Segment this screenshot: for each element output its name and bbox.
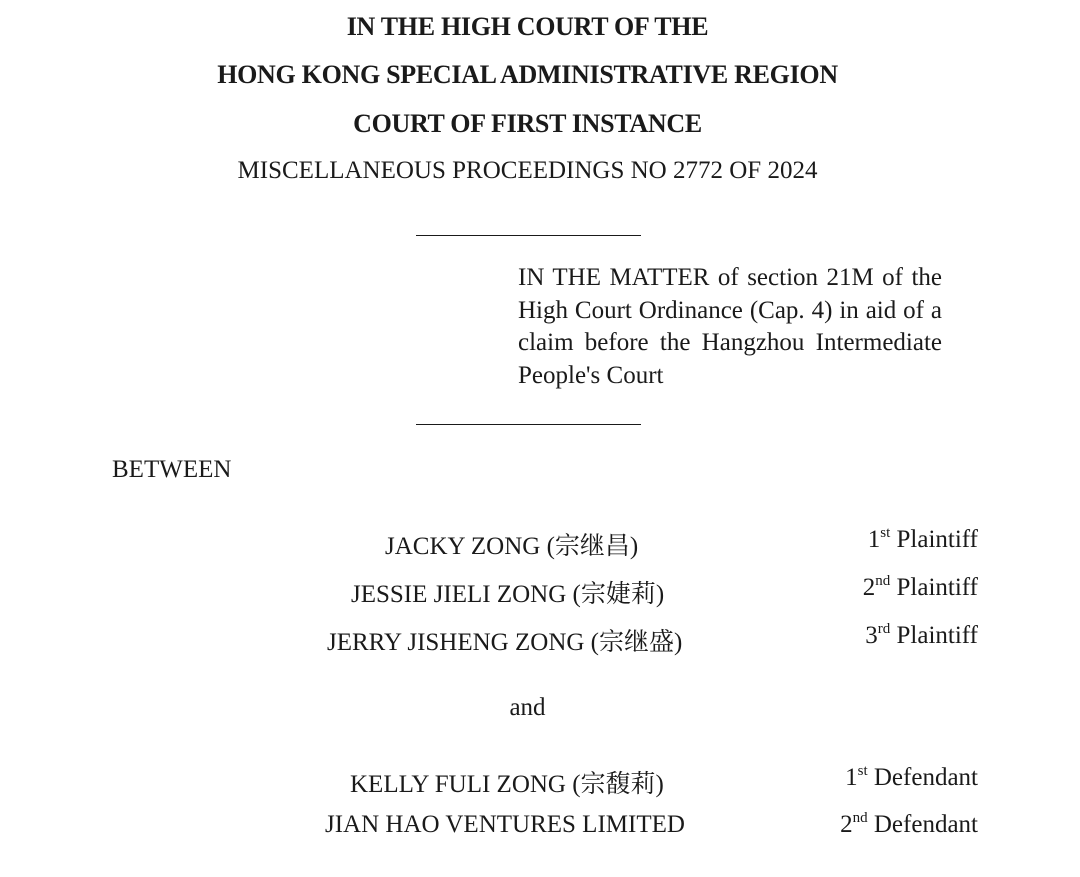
court-title-line-1: IN THE HIGH COURT OF THE xyxy=(346,12,709,41)
and-separator: and xyxy=(509,694,546,721)
court-title-line-2: HONG KONG SPECIAL ADMINISTRATIVE REGION xyxy=(217,60,838,89)
defendant-role-1: 1st Defendant xyxy=(845,763,978,791)
plaintiff-role-3: 3rd Plaintiff xyxy=(865,621,978,649)
plaintiff-name-1: JACKY ZONG (宗继昌) xyxy=(385,533,639,560)
defendant-role-2: 2nd Defendant xyxy=(840,810,978,838)
divider-line-top xyxy=(416,235,641,236)
plaintiff-name-3: JERRY JISHENG ZONG (宗继盛) xyxy=(327,629,683,656)
divider-line-bottom xyxy=(416,424,641,425)
matter-statement: IN THE MATTER of section 21M of the High Court Ordinance (Cap. 4) in aid of a claim before the Hangzhou Intermediate People's Court xyxy=(518,264,942,389)
plaintiff-role-2: 2nd Plaintiff xyxy=(862,573,978,601)
proceedings-number: MISCELLANEOUS PROCEEDINGS NO 2772 OF 2024 xyxy=(237,157,818,184)
defendant-name-2: JIAN HAO VENTURES LIMITED xyxy=(325,811,685,838)
plaintiff-name-2: JESSIE JIELI ZONG (宗婕莉) xyxy=(351,581,665,608)
defendant-name-1: KELLY FULI ZONG (宗馥莉) xyxy=(350,771,664,798)
court-title-line-3: COURT OF FIRST INSTANCE xyxy=(353,109,702,138)
between-label: BETWEEN xyxy=(112,456,232,483)
plaintiff-role-1: 1st Plaintiff xyxy=(867,525,978,553)
